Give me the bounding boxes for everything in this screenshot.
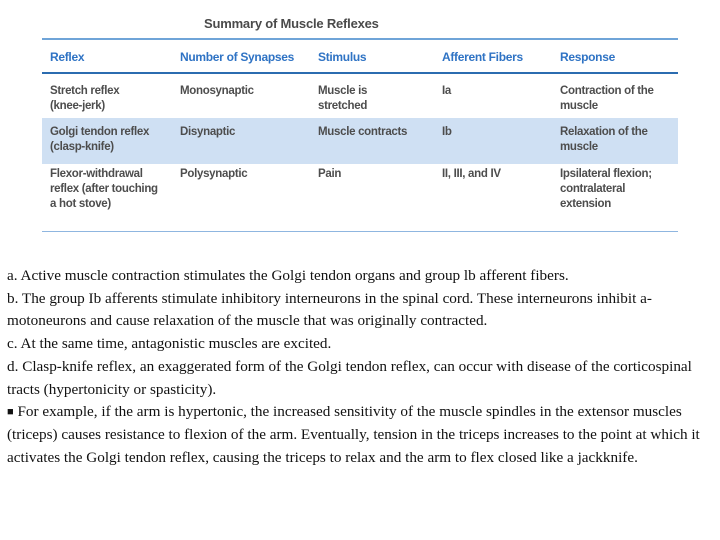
cell-response: Contraction of the muscle — [560, 85, 654, 112]
header-reflex: Reflex — [50, 50, 85, 64]
cell-afferent: II, III, and IV — [442, 168, 501, 180]
cell-response: Ipsilateral flexion; contralateral extension — [560, 168, 652, 210]
table-header-rule — [42, 72, 678, 74]
cell-stimulus: Pain — [318, 168, 342, 180]
table-title: Summary of Muscle Reflexes — [204, 16, 379, 31]
cell-afferent: Ib — [442, 126, 452, 138]
note-example-text: For example, if the arm is hypertonic, the increased sensitivity of the muscle spindles in the extensor muscles (triceps) causes resistance to flexion of the arm. Eventually, tension in the triceps increases to the point at which it activates the Golgi tendon reflex, causing the triceps to relax and the arm to flex closed like a jackknife. — [7, 403, 700, 466]
note-a: a. Active muscle contraction stimulates the Golgi tendon organs and group lb afferent fibers. — [7, 267, 569, 284]
square-bullet-icon: ■ — [7, 406, 14, 419]
note-example — [7, 401, 715, 469]
cell-stimulus: Muscle contracts — [318, 126, 408, 138]
cell-stimulus: Muscle is stretched — [318, 85, 368, 112]
reflex-summary-table — [42, 10, 678, 234]
cell-response: Relaxation of the muscle — [560, 126, 648, 153]
cell-synapses: Disynaptic — [180, 126, 236, 138]
cell-reflex: Stretch reflex (knee-jerk) — [50, 85, 120, 112]
cell-synapses: Polysynaptic — [180, 168, 248, 180]
header-stimulus: Stimulus — [318, 50, 367, 64]
header-response: Response — [560, 50, 615, 64]
table-bottom-rule — [42, 231, 678, 232]
table-top-rule — [42, 38, 678, 40]
explanatory-notes — [7, 265, 715, 469]
cell-afferent: Ia — [442, 85, 451, 97]
note-b: b. The group Ib afferents stimulate inhibitory interneurons in the spinal cord. These interneurons inhibit a-motoneurons and cause relaxation of the muscle that was originally contracted. — [7, 289, 652, 330]
cell-reflex: Golgi tendon reflex (clasp-knife) — [50, 126, 150, 153]
header-number-of-synapses: Number of Synapses — [180, 50, 294, 64]
cell-reflex: Flexor-withdrawal reflex (after touching a hot stove) — [50, 168, 158, 210]
note-c: c. At the same time, antagonistic muscles are excited. — [7, 335, 332, 353]
note-d: d. Clasp-knife reflex, an exaggerated form of the Golgi tendon reflex, can occur with disease of the corticospinal tracts (hypertonicity or spasticity). — [7, 357, 692, 398]
cell-synapses: Monosynaptic — [180, 85, 254, 97]
header-afferent-fibers: Afferent Fibers — [442, 50, 523, 64]
